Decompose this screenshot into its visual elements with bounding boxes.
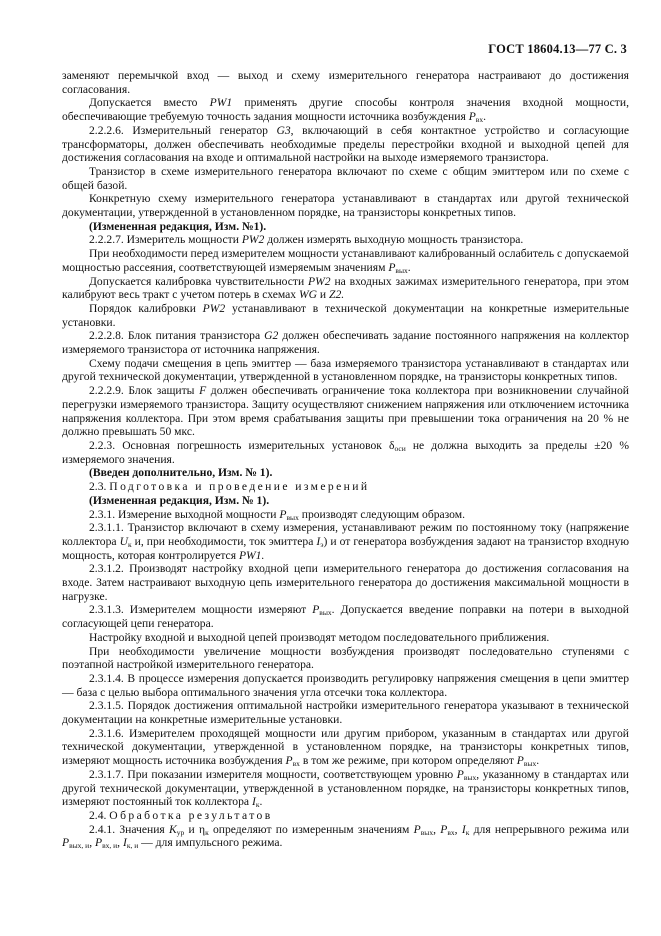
- paragraph: (Измененная редакция, Изм. № 1).: [89, 493, 270, 507]
- paragraph: (Введен дополнительно, Изм. № 1).: [89, 466, 273, 480]
- paragraph: 2.3.1.2. Производят настройку входной цепи измерительного генератора до достижения согласования на входе. Затем настраивают выходную цепь измерительного генератора до достижения максимальной мощности в нагрузке.: [62, 562, 629, 603]
- page-header: ГОСТ 18604.13—77 С. 3: [488, 42, 627, 56]
- paragraph: 2.2.3. Основная погрешность измерительных установок $\delta_{оси}$ не должна выходить за пределы ±20 % измеряемого значения.: [62, 438, 629, 466]
- paragraph: 2.4. Обработка результатов: [89, 808, 273, 822]
- paragraph: Схему подачи смещения в цепь эмиттер — база измеряемого транзистора устанавливают в стандартах или другой технической документации, утвержденной в установленном порядке, на транзисторы конкретных типов.: [62, 356, 629, 384]
- paragraph: 2.3.1.7. При показании измерителя мощности, соответствующем уровню $P_{вых}$, указанному в стандартах или другой технической документации, утвержденной в установленном порядке, на транзисторы конкретных типов, измеряют постоянный ток коллектора $I_к$.: [62, 767, 629, 810]
- paragraph: 2.3.1.3. Измерителем мощности измеряют $P_{вых}$. Допускается введение поправки на потери в выходной согласующей цепи генератора.: [62, 603, 629, 631]
- paragraph: Конкретную схему измерительного генератора устанавливают в стандартах или другой технической документации, утвержденной в установленном порядке, на транзисторы конкретных типов.: [62, 192, 629, 220]
- paragraph: заменяют перемычкой вход — выход и схему измерительного генератора настраивают до достижения согласования.: [62, 69, 629, 96]
- paragraph: Транзистор в схеме измерительного генератора включают по схеме с общим эмиттером или по схеме с общей базой.: [62, 164, 629, 192]
- paragraph: 2.3.1.4. В процессе измерения допускается производить регулировку напряжения смещения в цепи эмиттер — база с целью выбора оптимального значения угла отсечки тока коллектора.: [62, 671, 629, 699]
- paragraph: При необходимости увеличение мощности возбуждения производят последовательно ступенями с поэтапной настройкой измерительного генератора.: [62, 644, 629, 672]
- paragraph: Допускается калибровка чувствительности PW2 на входных зажимах измерительного генератора, при этом калибруют весь тракт с учетом потерь в схемах WG и Z2.: [62, 274, 630, 302]
- paragraph: 2.3.1. Измерение выходной мощности $P_{вых}$ производят следующим образом.: [89, 507, 465, 522]
- paragraph: Настройку входной и выходной цепей производят методом последовательного приближения.: [89, 630, 550, 644]
- paragraph: 2.3.1.5. Порядок достижения оптимальной настройки измерительного генератора указывают в технической документации на конкретные измерительные установки.: [62, 699, 629, 727]
- paragraph: 2.3. Подготовка и проведение измерений: [89, 480, 370, 494]
- paragraph: (Измененная редакция, Изм. №1).: [89, 219, 267, 233]
- paragraph: 2.3.1.6. Измерителем проходящей мощности или другим прибором, указанным в стандартах или другой технической документации, утвержденной в установленном порядке, на транзисторы конкретных типов, измеряют мощность источника возбуждения $P_{вх}$ в том же режиме, при котором определяют $P_{вых}$.: [62, 726, 629, 769]
- paragraph: При необходимости перед измерителем мощности устанавливают калиброванный ослабитель с допускаемой мощностью рассеяния, соответствующей измеряемым значениям $P_{вых}$.: [62, 247, 629, 275]
- paragraph: Порядок калибровки PW2 устанавливают в технической документации на конкретные измерительные установки.: [62, 301, 629, 329]
- paragraph: 2.2.2.9. Блок защиты F должен обеспечивать ограничение тока коллектора при возникновении случайной перегрузки измеряемого транзистора. Защиту осуществляют снижением напряжения или отключением источника напряжения коллектора. При этом время срабатывания защиты при превышении тока ограничения на 20 % не должно превышать 50 мкс.: [62, 384, 629, 439]
- paragraph: 2.3.1.1. Транзистор включают в схему измерения, устанавливают режим по постоянному току (напряжение коллектора $U_к$ и, при необходимости, ток эмиттера $I_э$) и от генератора возбуждения задают на транзистор входную мощность, которая контролируется PW1.: [62, 521, 629, 562]
- paragraph: 2.2.2.6. Измерительный генератор G3, включающий в себя контактное устройство и согласующие трансформаторы, должен обеспечивать необходимые пределы перестройки входной и выходной цепей для достижения согласования на входе и оптимальной настройки на выходе измеряемого транзистора.: [62, 123, 630, 165]
- paragraph: 2.2.2.7. Измеритель мощности PW2 должен измерять выходную мощность транзистора.: [89, 233, 524, 247]
- paragraph: 2.4.1. Значения $K_{ур}$ и $\eta_к$ определяют по измеренным значениям $P_{вых}$, $P_{вх}$, $I_к$ для непрерывного режима или $P_{вых, и}$, $P_{вх, и}$, $I_{к, и}$ — для импульсного режима.: [62, 822, 630, 851]
- paragraph: Допускается вместо PW1 применять другие способы контроля значения входной мощности, обеспечивающие требуемую точность задания мощности источника возбуждения $P_{вх}$.: [62, 96, 629, 125]
- document-body: [62, 69, 629, 850]
- paragraph: 2.2.2.8. Блок питания транзистора G2 должен обеспечивать задание постоянного напряжения на коллектор измеряемого транзистора от источника напряжения.: [62, 329, 629, 357]
